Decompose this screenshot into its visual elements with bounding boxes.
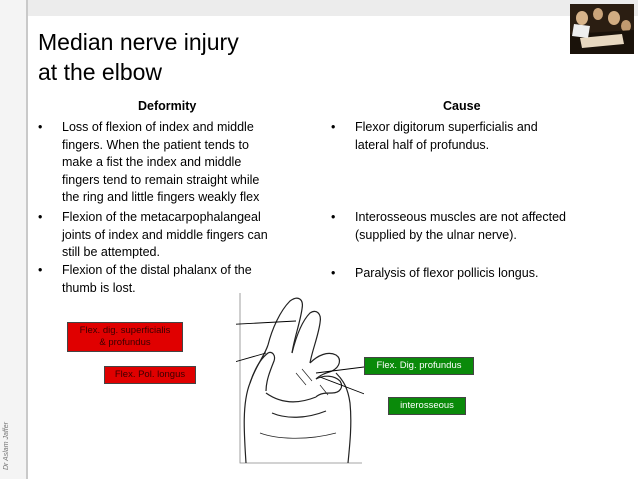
- bullet-dot: •: [38, 210, 43, 224]
- top-bar: [0, 0, 638, 16]
- bullet-dot: •: [331, 266, 336, 280]
- label-line: & profundus: [99, 337, 151, 348]
- text-line: Paralysis of flexor pollicis longus.: [355, 266, 539, 280]
- author-credit: Dr Aslam Jaffer: [3, 422, 10, 470]
- text-line: (supplied by the ulnar nerve).: [355, 227, 517, 242]
- text-line: Flexor digitorum superficialis and: [355, 120, 538, 134]
- slide-title: [38, 27, 239, 87]
- bullet-dot: •: [38, 263, 43, 277]
- flex-dig-superficialis-label: [67, 322, 183, 352]
- flex-pol-longus-label: Flex. Pol. longus: [104, 366, 196, 384]
- text-line: Flexion of the distal phalanx of the: [62, 263, 252, 277]
- text-line: still be attempted.: [62, 245, 160, 259]
- text-line: fingers. When the patient tends to: [62, 137, 249, 152]
- cause-item: [331, 119, 538, 154]
- corner-painting-image: [570, 4, 634, 54]
- text-line: the ring and little fingers weakly flex: [62, 190, 260, 204]
- deformity-item: [38, 262, 252, 297]
- label-line: Flex. dig. superficialis: [79, 325, 171, 336]
- deformity-item: [38, 119, 260, 207]
- text-line: joints of index and middle fingers can: [62, 227, 268, 242]
- text-line: lateral half of profundus.: [355, 137, 490, 152]
- left-sidebar: [0, 0, 28, 479]
- text-line: Flexion of the metacarpophalangeal: [62, 210, 261, 224]
- text-line: Interosseous muscles are not affected: [355, 210, 566, 224]
- bullet-dot: •: [331, 120, 336, 134]
- title-line-1: Median nerve injury: [38, 29, 239, 55]
- title-line-2: at the elbow: [38, 59, 163, 85]
- bullet-dot: •: [38, 120, 43, 134]
- text-line: fingers tend to remain straight while: [62, 172, 260, 187]
- text-line: make a fist the index and middle: [62, 155, 242, 169]
- hand-illustration: [236, 293, 364, 465]
- interosseous-label: interosseous: [388, 397, 466, 415]
- cause-item: [331, 209, 566, 244]
- flex-dig-profundus-label: Flex. Dig. profundus: [364, 357, 474, 375]
- text-line: thumb is lost.: [62, 280, 136, 295]
- deformity-heading: Deformity: [138, 99, 197, 113]
- bullet-dot: •: [331, 210, 336, 224]
- cause-heading: Cause: [443, 99, 481, 113]
- text-line: Loss of flexion of index and middle: [62, 120, 254, 134]
- cause-item: [331, 265, 539, 283]
- deformity-item: [38, 209, 268, 262]
